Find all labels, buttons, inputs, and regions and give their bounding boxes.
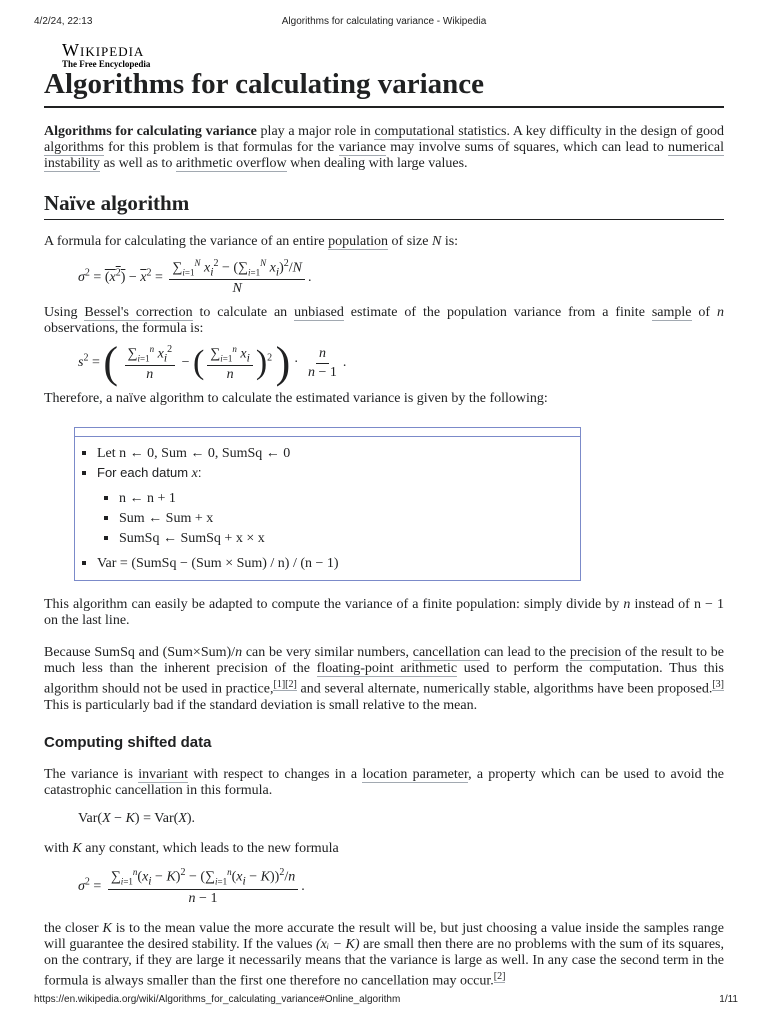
text: Using [44,305,85,321]
text: as well as to [100,156,176,171]
text: used to perform the computation. Thus this algorithm should not be used in practice, [44,661,724,698]
logo-tagline: The Free Encyclopedia [62,59,151,69]
reference-link[interactable]: [3] [712,679,724,691]
math-var: x [191,466,198,482]
text: any constant, which leads to the new formula [81,841,339,857]
text: This is particularly bad if the standard deviation is small relative to the mean. [44,698,478,714]
text: can be very similar numbers, [242,645,413,661]
text: of size [388,234,432,249]
algo-line [97,465,580,547]
math-var: n [623,597,631,613]
algorithm-box [74,427,581,581]
text: may involve sums of squares, which can lead to [385,140,669,155]
link-bessels-correction[interactable]: Bessel's correction [84,305,193,321]
link-precision[interactable]: precision [569,645,622,661]
algo-text: Var = (SumSq − (Sum × Sum) / n) / (n − 1) [97,556,339,572]
var-invariance-formula: Var(X − K) = Var(X). [78,811,196,827]
algo-text: Let n ← 0, Sum ← 0, SumSq ← 0 [97,446,291,462]
text: play a major role in [256,124,375,139]
link-algorithms[interactable]: algorithms [44,140,104,155]
algo-line [119,530,580,547]
text: are small then there are no problems with the sum of its squares, on the contrary, if they are large it necessarily means that the variance is large as well. In any case the second term in the formula is always smaller than the first one therefore no cancellation may occur. [44,936,724,989]
text: when dealing with large values. [286,156,468,171]
algo-line [97,445,580,462]
text: is to the mean value the more accurate the result will be, but just choosing a value inside the samples range will guarantee the desired stability. If the values [44,920,724,952]
algo-text: For each datum [97,465,192,481]
algorithm-inner-list [97,490,580,547]
text: the closer [44,920,103,936]
logo-wordmark: Wikipedia [62,40,145,60]
algo-line [119,490,580,507]
math-var: n [717,305,725,321]
print-url: https://en.wikipedia.org/wiki/Algorithms_for_calculating_variance#Online_algorithm [34,994,401,1005]
text: Because SumSq and (Sum×Sum)/ [44,645,236,661]
text: with [44,841,73,857]
print-page-number: 1/11 [719,994,738,1005]
article-content [44,66,724,989]
math-expr: n − 1 [693,597,724,613]
link-computational-statistics[interactable]: computational statistics [374,124,507,139]
print-header [0,6,768,27]
subsection-heading-shifted: Computing shifted data [44,734,212,752]
text: with respect to changes in a [188,767,363,783]
text: estimate of the population variance from a finite [343,305,652,321]
algorithm-box-header [75,428,580,437]
link-numerical-instability[interactable]: numerical instability [44,140,724,171]
link-population[interactable]: population [328,234,389,249]
sample-variance-formula: $s^2$ = ( $\frac{\sum_{i=1}^n x_i^2}{n}$ − ( $\frac{\sum_{i=1}^n x_i}{n}$ )$^2$ ) · $\frac{n}{n - 1}$ . [78,338,347,388]
population-variance-formula: $\sigma^2 = (x^2) - \overline{x}^2$ = $\frac{\sum_{i=1}^N x_i^2 - (\sum_{i=1}^N x_i)^2/N}{N}$ . [78,258,312,297]
math-var: K [102,920,112,936]
link-variance[interactable]: variance [338,140,386,155]
text: of the result to be much less than the inherent precision of the [44,645,724,677]
link-location-parameter[interactable]: location parameter [362,767,469,783]
paragraph [44,597,724,629]
math-var: n [235,645,243,661]
paragraph [44,921,724,990]
print-title: Algorithms for calculating variance - Wikipedia [281,16,487,27]
paragraph [44,767,724,799]
text: of [691,305,718,321]
link-sample[interactable]: sample [651,305,692,321]
algorithm-list [75,445,580,572]
text: observations, the formula is: [44,321,204,337]
algo-text: : [197,465,202,481]
math-var: N [431,234,442,249]
paragraph [44,234,724,250]
page-title: Algorithms for calculating variance [44,66,724,108]
algo-text: Sum ← Sum + x [119,511,214,527]
reference-link[interactable]: [2] [493,970,506,982]
text: The variance is [44,767,139,783]
lead-paragraph [44,124,724,172]
algo-line [97,555,580,572]
print-date: 4/2/24, 22:13 [34,16,93,27]
text: on the last line. [44,613,130,629]
math-expr: (xᵢ − K) [315,936,360,952]
text: is: [441,234,459,249]
paragraph [44,841,724,857]
wikipedia-logo[interactable] [62,40,150,69]
text: . A key difficulty in the design of good [506,124,724,139]
text: and several alternate, numerically stable, algorithms have been proposed. [296,682,713,698]
reference-link[interactable]: [2] [285,679,297,691]
algo-text: n ← n + 1 [119,491,176,507]
link-arithmetic-overflow[interactable]: arithmetic overflow [175,156,287,171]
text: A formula for calculating the variance of an entire [44,234,329,249]
link-floating-point-arithmetic[interactable]: floating-point arithmetic [316,661,458,677]
text: can lead to the [480,645,570,661]
paragraph [44,305,724,337]
text: to calculate an [192,305,295,321]
link-cancellation[interactable]: cancellation [412,645,481,661]
text: This algorithm can easily be adapted to compute the variance of a finite population: simply divide by [44,597,624,613]
shifted-variance-formula: $\sigma^2$ = $\frac{\sum_{i=1}^n(x_i - K)^2 - (\sum_{i=1}^n(x_i - K))^2/n}{n - 1}$ . [78,867,305,906]
math-var: K [72,841,82,857]
lead-bold: Algorithms for calculating variance [44,124,257,139]
section-heading-naive: Naïve algorithm [44,190,724,220]
algo-line [119,510,580,527]
paragraph: Therefore, a naïve algorithm to calculate the estimated variance is given by the following: [44,391,548,407]
algo-text: SumSq ← SumSq + x × x [119,531,265,547]
text: , a property which can be used to avoid the catastrophic cancellation in this formula. [44,767,725,799]
text: instead of [630,597,694,613]
link-invariant[interactable]: invariant [138,767,189,783]
link-unbiased[interactable]: unbiased [294,305,344,321]
text: for this problem is that formulas for the [103,140,339,155]
reference-link[interactable]: [1] [273,679,286,691]
paragraph [44,645,724,714]
